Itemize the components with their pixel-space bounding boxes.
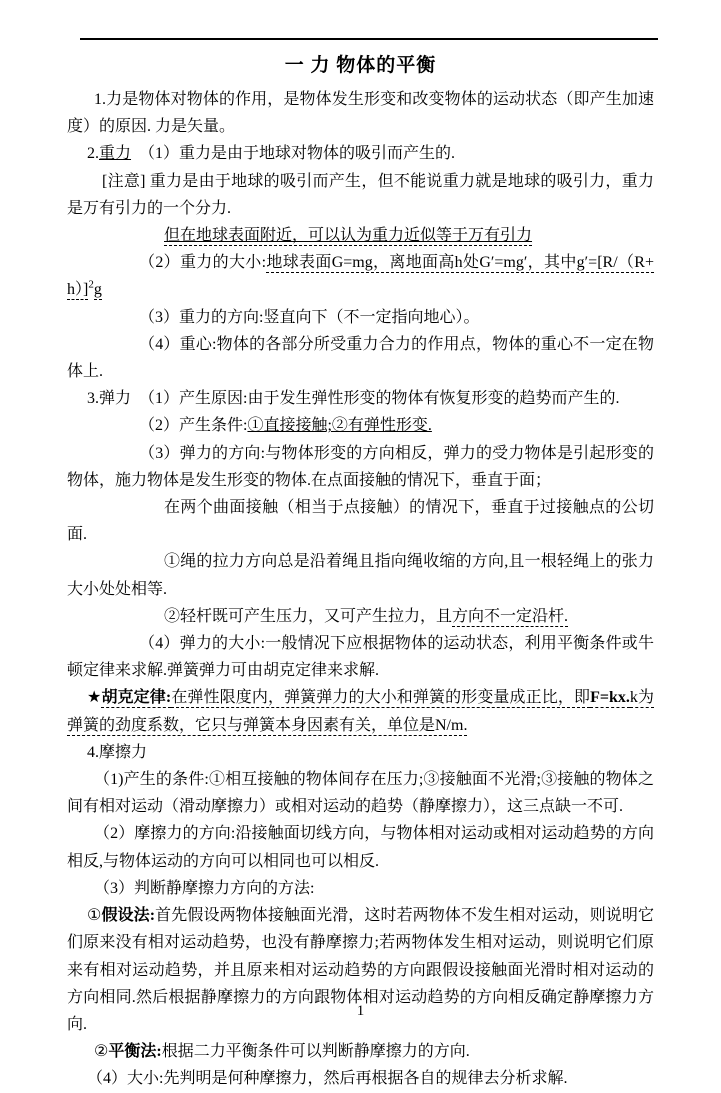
paragraph bbox=[67, 331, 654, 385]
paragraph bbox=[67, 222, 654, 249]
paragraph bbox=[67, 766, 654, 820]
paragraph bbox=[67, 168, 654, 222]
page-number: 1 bbox=[356, 1003, 365, 1019]
paragraph bbox=[67, 548, 654, 602]
text-run: 4.摩擦力 bbox=[87, 743, 148, 761]
text-run: 地球表面G=mg，离地面高h处G′=mg′，其中g′=[R/（R+h）] bbox=[67, 254, 654, 299]
paragraph bbox=[67, 412, 654, 439]
text-run: （2）摩擦力的方向:沿接触面切线方向，与物体相对运动或相对运动趋势的方向相反,与物体运动的方向可以相同也可以相反. bbox=[67, 825, 654, 870]
paragraph bbox=[67, 140, 654, 167]
text-run: ② bbox=[94, 1043, 109, 1061]
text-run: （4）弹力的大小:一般情况下应根据物体的运动状态，利用平衡条件或牛顿定律来求解.弹簧弹力可由胡克定律来求解. bbox=[67, 635, 654, 680]
paragraph bbox=[67, 684, 654, 738]
text-run: （3）重力的方向:竖直向下（不一定指向地心）。 bbox=[139, 308, 480, 326]
paragraph bbox=[67, 304, 654, 331]
text-run: 但在地球表面附近，可以认为重力近似等于万有引力 bbox=[164, 227, 533, 245]
text-run: （3）判断静摩擦力方向的方法: bbox=[94, 879, 315, 897]
text-run: （2）产生条件: bbox=[139, 417, 248, 435]
paragraph bbox=[67, 86, 654, 140]
text-run: 重力 bbox=[99, 145, 132, 163]
text-run: 根据二力平衡条件可以判断静摩擦力的方向. bbox=[161, 1043, 470, 1061]
text-run: 1.力是物体对物体的作用，是物体发生形变和改变物体的运动状态（即产生加速度）的原因. 力是矢量。 bbox=[67, 91, 654, 136]
paragraph bbox=[67, 739, 654, 766]
text-run: 胡克定律: bbox=[101, 689, 172, 707]
paragraph bbox=[67, 1038, 654, 1065]
text-run: k为弹簧的劲度系数，它只与弹簧本身因素有关，单位是N/m. bbox=[67, 689, 654, 734]
text-run: 在两个曲面接触（相当于点接触）的情况下，垂直于过接触点的公切面. bbox=[67, 499, 654, 544]
document-body bbox=[67, 86, 654, 1093]
text-run: 2 bbox=[88, 279, 94, 292]
text-run: （1）重力是由于地球对物体的吸引而产生的. bbox=[131, 145, 456, 163]
text-run: [注意] 重力是由于地球的吸引而产生，但不能说重力就是地球的吸引力，重力是万有引力的一个分力. bbox=[67, 172, 654, 217]
text-run: 2. bbox=[87, 145, 99, 163]
text-run: ①绳的拉力方向总是沿着绳且指向绳收缩的方向,且一根轻绳上的张力大小处处相等. bbox=[67, 553, 654, 598]
text-run: （1)产生的条件:①相互接触的物体间存在压力;③接触面不光滑;③接触的物体之间有相对运动（滑动摩擦力）或相对运动的趋势（静摩擦力），这三点缺一不可. bbox=[67, 771, 654, 816]
text-run: 3.弹力 （1）产生原因:由于发生弹性形变的物体有恢复形变的趋势而产生的. bbox=[87, 390, 620, 408]
text-run: 首先假设两物体接触面光滑，这时若两物体不发生相对运动，则说明它们原来没有相对运动趋势，也没有静摩擦力;若两物体发生相对运动，则说明它们原来有相对运动趋势，并且原来相对运动趋势的方向跟假设接触面光滑时相对运动的方向相同.然后根据静摩擦力的方向跟物体相对运动趋势的方向相反确定静摩擦力方向. bbox=[67, 907, 654, 1033]
text-run: ① bbox=[87, 907, 102, 925]
text-run: （4）重心:物体的各部分所受重力合力的作用点，物体的重心不一定在物体上. bbox=[67, 335, 654, 381]
paragraph bbox=[67, 385, 654, 412]
text-run: 假设法: bbox=[101, 907, 156, 925]
text-run: （4）大小:先判明是何种摩擦力，然后再根据各自的规律去分析求解. bbox=[87, 1070, 568, 1088]
text-run: ①直接接触;②有弹性形变. bbox=[247, 417, 432, 435]
text-run: ★ bbox=[87, 689, 102, 707]
paragraph bbox=[67, 875, 654, 902]
text-run: 方向不一定沿杆. bbox=[452, 607, 569, 625]
paragraph bbox=[67, 630, 654, 684]
text-run: 平衡法: bbox=[108, 1043, 162, 1061]
text-run: F=kx. bbox=[590, 689, 630, 707]
text-run: 在弹性限度内，弹簧弹力的大小和弹簧的形变量成正比，即 bbox=[171, 689, 591, 707]
page-title: 一 力 物体的平衡 bbox=[284, 55, 437, 76]
paragraph bbox=[67, 603, 654, 630]
paragraph bbox=[67, 494, 654, 548]
paragraph bbox=[67, 1065, 654, 1092]
header-rule bbox=[80, 38, 658, 40]
text-run: （2）重力的大小: bbox=[139, 254, 267, 272]
paragraph bbox=[67, 820, 654, 874]
paragraph bbox=[67, 440, 654, 494]
text-run: ②轻杆既可产生压力，又可产生拉力，且 bbox=[164, 607, 453, 625]
text-run: g bbox=[93, 281, 102, 299]
text-run: （3）弹力的方向:与物体形变的方向相反，弹力的受力物体是引起形变的物体，施力物体是发生形变的物体.在点面接触的情况下，垂直于面； bbox=[67, 444, 654, 489]
paragraph bbox=[67, 249, 654, 303]
